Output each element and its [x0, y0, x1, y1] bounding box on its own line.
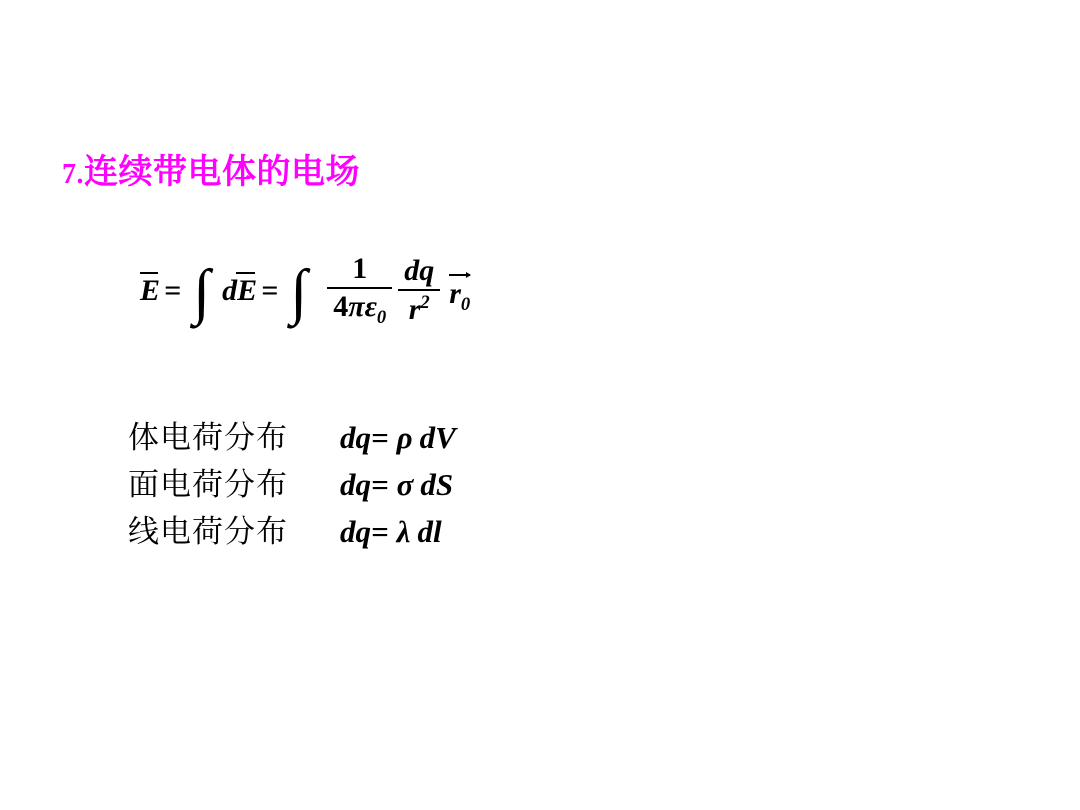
fraction-coulomb-constant [327, 252, 392, 329]
distribution-dq: dq= [340, 514, 389, 549]
fraction-numerator: 1 [352, 252, 368, 285]
list-item [128, 459, 456, 506]
distribution-symbol: σ [396, 467, 414, 502]
fraction2-denominator: $r^2$ [408, 292, 430, 326]
distribution-label: 体电荷分布 [128, 420, 288, 455]
page-title [62, 144, 360, 193]
integral-sign-1: ∫ [193, 257, 211, 326]
charge-distribution-list [128, 412, 456, 553]
formula-equals-1: = [164, 273, 182, 307]
distribution-label: 面电荷分布 [128, 467, 288, 502]
list-item [128, 506, 456, 553]
title-text: 连续带电体的电场 [84, 154, 360, 191]
integral-sign-2: ∫ [290, 257, 308, 326]
distribution-dq: dq= [340, 467, 389, 502]
distribution-differential: dS [420, 467, 454, 502]
formula-equals-2: = [261, 273, 279, 307]
distribution-differential: dl [417, 514, 442, 549]
electric-field-formula [140, 252, 470, 329]
distribution-differential: dV [419, 420, 456, 455]
fraction-dq-over-r2 [398, 254, 440, 327]
vector-bar-icon [236, 272, 255, 274]
title-number: 7. [62, 159, 84, 190]
distribution-symbol: ρ [396, 420, 413, 455]
distribution-symbol: λ [396, 514, 411, 549]
vector-bar-icon [140, 272, 158, 274]
fraction-denominator: $4\pi\varepsilon_0$ [333, 290, 387, 328]
distribution-label: 线电荷分布 [128, 514, 288, 549]
list-item [128, 412, 456, 459]
formula-integrand-dE: dE [222, 273, 258, 307]
fraction2-numerator: dq [404, 254, 435, 287]
vector-arrow-icon [449, 274, 470, 276]
formula-vector-E: E [140, 273, 161, 307]
distribution-dq: dq= [340, 420, 389, 455]
unit-vector-r0: $r_0$ [449, 277, 470, 316]
